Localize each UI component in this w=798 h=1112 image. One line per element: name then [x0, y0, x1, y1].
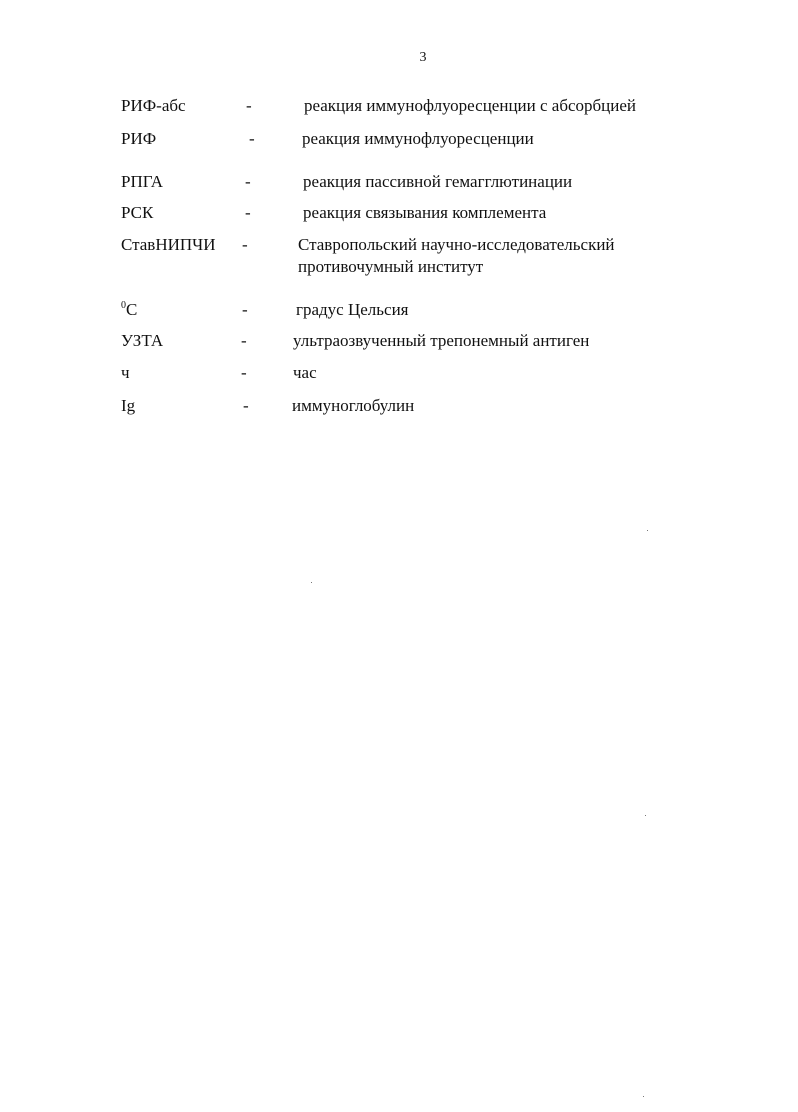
- abbreviation-term: РИФ-абс: [121, 96, 186, 115]
- separator-dash: -: [242, 235, 248, 254]
- abbreviation-definition: градус Цельсия: [296, 300, 409, 319]
- separator-dash: -: [241, 363, 247, 382]
- abbreviation-definition: реакция иммунофлуоресценции: [302, 129, 534, 148]
- separator-dash: -: [245, 203, 251, 222]
- abbreviation-term: УЗТА: [121, 331, 164, 350]
- separator-dash: -: [243, 396, 249, 415]
- scan-speck: [311, 582, 312, 583]
- abbreviation-term: ч: [121, 363, 130, 382]
- abbreviation-term: РСК: [121, 203, 154, 222]
- separator-dash: -: [249, 129, 255, 148]
- separator-dash: -: [241, 331, 247, 350]
- abbreviation-definition: реакция иммунофлуоресценции с абсорбцией: [304, 96, 637, 115]
- abbreviation-definition-continued: противочумный институт: [298, 257, 484, 276]
- abbreviation-term: [121, 299, 137, 321]
- abbreviation-definition: реакция пассивной гемагглютинации: [303, 172, 573, 191]
- scan-speck: [645, 815, 646, 816]
- degree-superscript: 0: [121, 300, 126, 311]
- scan-speck: [647, 530, 648, 531]
- separator-dash: -: [246, 96, 252, 115]
- abbreviation-term: РПГА: [121, 172, 163, 191]
- abbreviation-definition: Ставропольский научно-исследовательский: [298, 235, 615, 254]
- page-number: 3: [419, 50, 427, 65]
- abbreviation-definition: реакция связывания комплемента: [303, 203, 547, 222]
- separator-dash: -: [245, 172, 251, 191]
- abbreviation-term: СтавНИПЧИ: [121, 235, 216, 254]
- abbreviation-definition: час: [293, 363, 317, 382]
- abbreviation-term: Ig: [121, 396, 136, 415]
- abbreviation-definition: ультраозвученный трепонемный антиген: [293, 331, 590, 350]
- abbreviation-term: РИФ: [121, 129, 157, 148]
- abbreviation-definition: иммуноглобулин: [292, 396, 415, 415]
- abbreviation-term-text: С: [126, 300, 138, 319]
- scan-speck: [643, 1096, 644, 1097]
- separator-dash: -: [242, 300, 248, 319]
